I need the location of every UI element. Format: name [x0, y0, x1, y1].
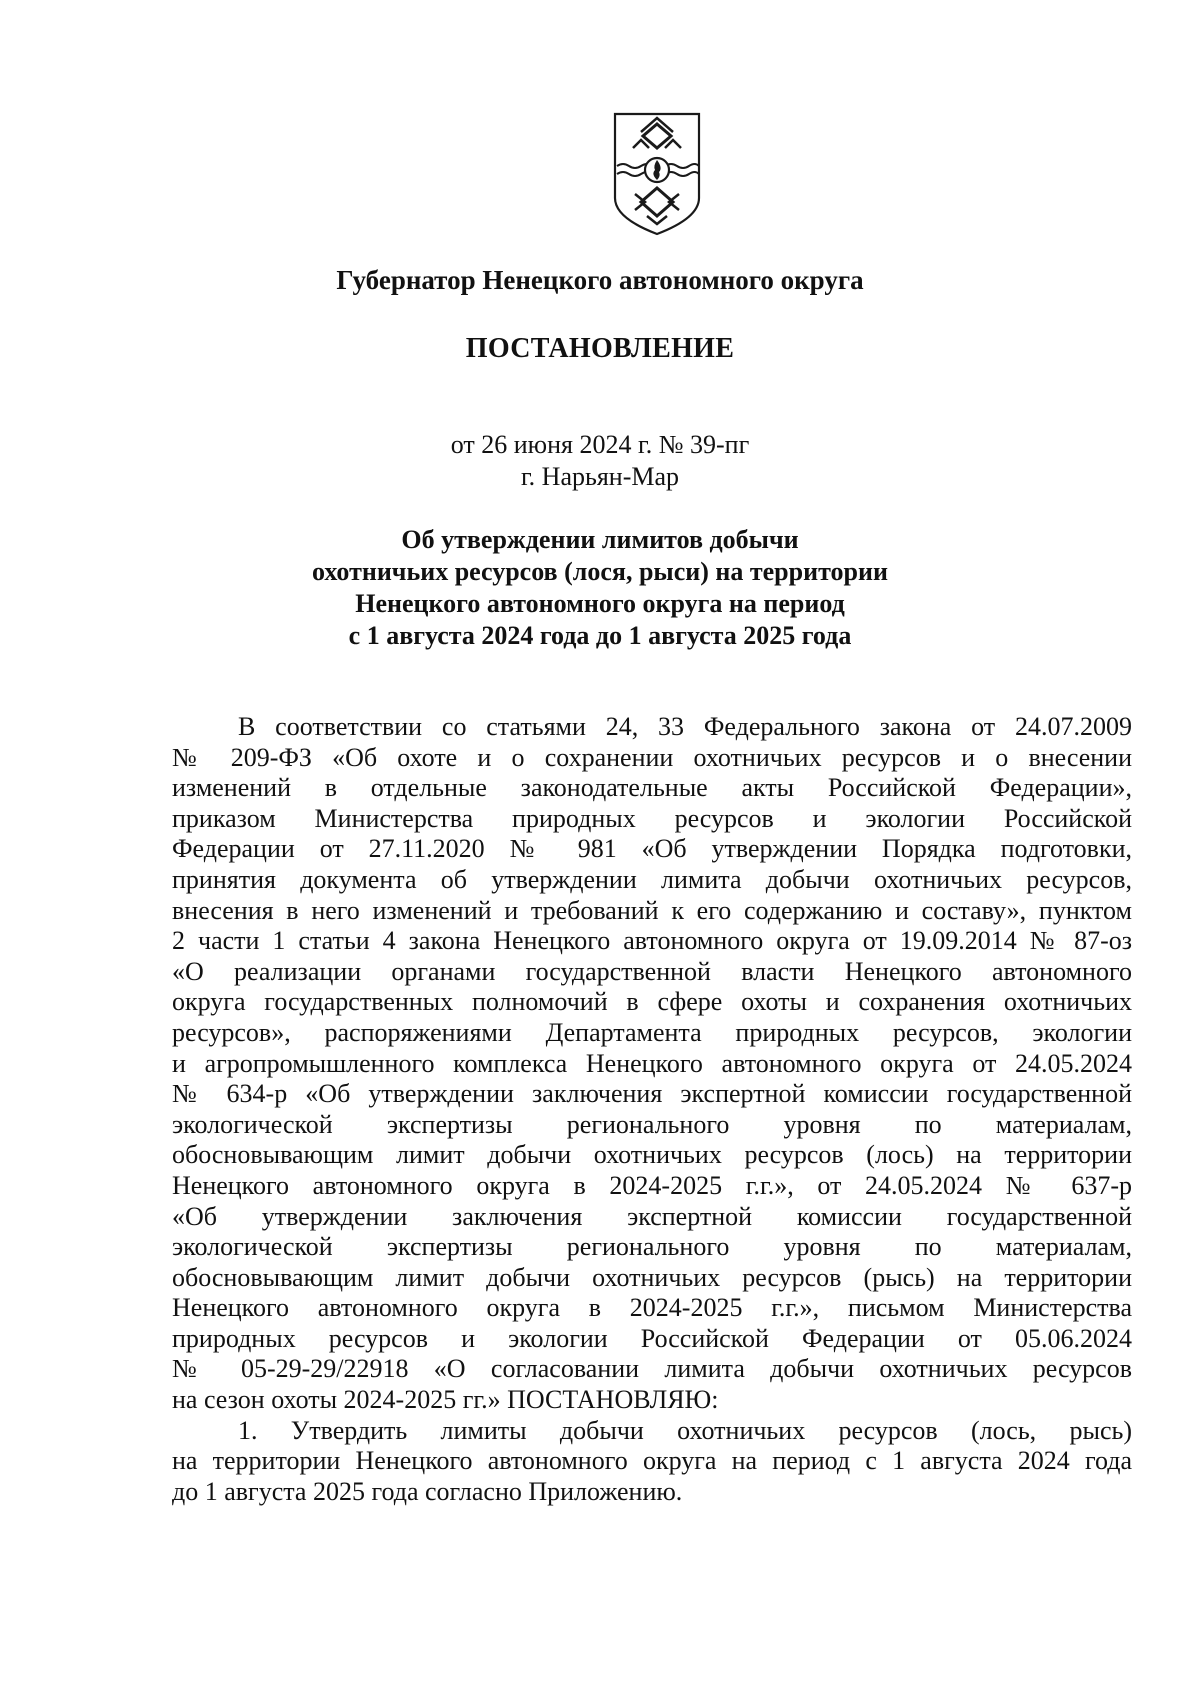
- preamble-line: изменений в отдельные законодательные акты Российской Федерации»,: [172, 773, 1132, 803]
- preamble-paragraph: [172, 712, 1132, 1416]
- document-type-heading: ПОСТАНОВЛЕНИЕ: [465, 333, 735, 364]
- preamble-line: на сезон охоты 2024-2025 гг.» ПОСТАНОВЛЯЮ:: [172, 1385, 719, 1415]
- title-line: охотничьих ресурсов (лося, рыси) на территории: [312, 557, 888, 586]
- preamble-line: Ненецкого автономного округа в 2024-2025 г.г.», от 24.05.2024 № 637-р: [172, 1170, 1132, 1200]
- title-line: Об утверждении лимитов добычи: [401, 525, 799, 554]
- preamble-line: Ненецкого автономного округа в 2024-2025 г.г.», письмом Министерства: [172, 1293, 1132, 1323]
- preamble-line: Федерации от 27.11.2020 № 981 «Об утверждении Порядка подготовки,: [172, 834, 1132, 864]
- document-date-number: от 26 июня 2024 г. № 39-пг: [450, 430, 750, 459]
- preamble-line: округа государственных полномочий в сфере охоты и сохранения охотничьих: [172, 987, 1132, 1017]
- clause-1-paragraph: [172, 1416, 1132, 1508]
- title-line: с 1 августа 2024 года до 1 августа 2025 года: [348, 621, 852, 650]
- clause-line: до 1 августа 2025 года согласно Приложению.: [172, 1476, 683, 1506]
- clause-line: 1. Утвердить лимиты добычи охотничьих ресурсов (лось, рысь): [238, 1415, 1132, 1445]
- preamble-line: № 634-р «Об утверждении заключения экспертной комиссии государственной: [172, 1079, 1132, 1109]
- preamble-line: № 05-29-29/22918 «О согласовании лимита добычи охотничьих ресурсов: [172, 1354, 1132, 1384]
- preamble-line: 2 части 1 статьи 4 закона Ненецкого автономного округа от 19.09.2014 № 87-оз: [172, 926, 1132, 956]
- preamble-line: «Об утверждении заключения экспертной комиссии государственной: [172, 1201, 1132, 1231]
- preamble-line: экологической экспертизы регионального уровня по материалам,: [172, 1232, 1132, 1262]
- preamble-line: В соответствии со статьями 24, 33 Федерального закона от 24.07.2009: [238, 712, 1132, 741]
- preamble-line: № 209-ФЗ «Об охоте и о сохранении охотничьих ресурсов и о внесении: [172, 742, 1132, 772]
- issuer-heading: Губернатор Ненецкого автономного округа: [336, 265, 864, 295]
- preamble-line: обосновывающим лимит добычи охотничьих ресурсов (рысь) на территории: [172, 1262, 1132, 1292]
- preamble-line: «О реализации органами государственной власти Ненецкого автономного: [172, 956, 1132, 986]
- preamble-line: принятия документа об утверждении лимита добычи охотничьих ресурсов,: [172, 864, 1132, 894]
- coat-of-arms-icon: [611, 110, 703, 238]
- preamble-line: природных ресурсов и экологии Российской Федерации от 05.06.2024: [172, 1323, 1132, 1353]
- clause-line: на территории Ненецкого автономного округа на период с 1 августа 2024 года: [172, 1446, 1132, 1476]
- title-line: Ненецкого автономного округа на период: [355, 589, 845, 618]
- preamble-line: и агропромышленного комплекса Ненецкого автономного округа от 24.05.2024: [172, 1048, 1132, 1078]
- preamble-line: ресурсов», распоряжениями Департамента природных ресурсов, экологии: [172, 1017, 1132, 1047]
- preamble-line: экологической экспертизы регионального уровня по материалам,: [172, 1109, 1132, 1139]
- preamble-line: приказом Министерства природных ресурсов и экологии Российской: [172, 803, 1132, 833]
- document-title: [0, 524, 1200, 652]
- document-body: [172, 712, 1132, 1507]
- preamble-line: обосновывающим лимит добычи охотничьих ресурсов (лось) на территории: [172, 1140, 1132, 1170]
- document-city: г. Нарьян-Мар: [520, 462, 680, 491]
- preamble-line: внесения в него изменений и требований к его содержанию и составу», пунктом: [172, 895, 1132, 925]
